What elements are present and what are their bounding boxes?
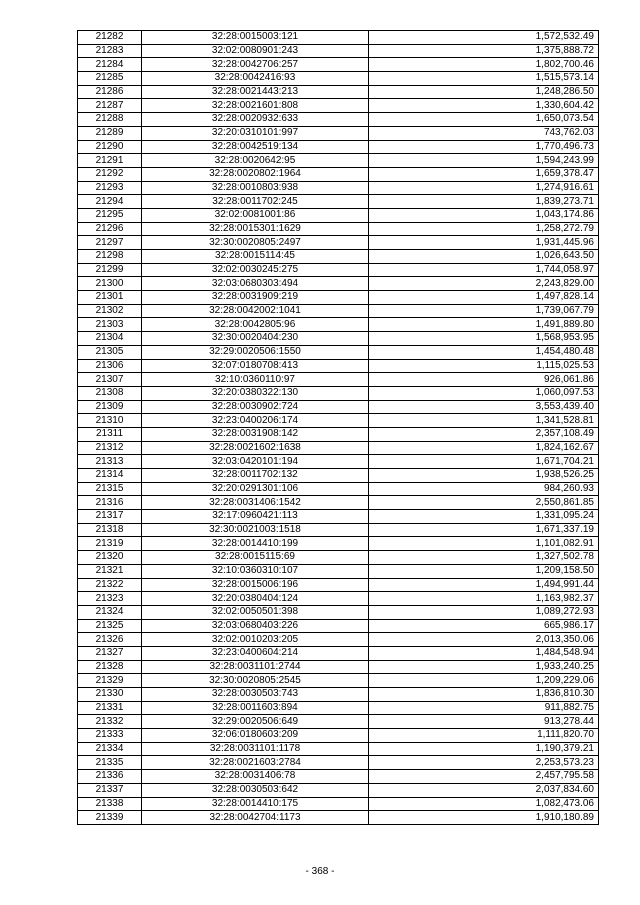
table-row <box>78 126 599 140</box>
row-id-cell: 21289 <box>78 126 142 140</box>
amount-cell: 1,274,916.61 <box>369 181 599 195</box>
amount-cell: 1,931,445.96 <box>369 236 599 250</box>
table-row <box>78 85 599 99</box>
row-id-cell: 21336 <box>78 770 142 784</box>
row-id-cell: 21307 <box>78 373 142 387</box>
row-id-cell: 21290 <box>78 140 142 154</box>
amount-cell: 1,341,528.81 <box>369 414 599 428</box>
amount-cell: 1,330,604.42 <box>369 99 599 113</box>
row-id-cell: 21334 <box>78 742 142 756</box>
row-id-cell: 21328 <box>78 660 142 674</box>
cadastral-number-cell: 32:03:0680303:494 <box>142 277 369 291</box>
row-id-cell: 21335 <box>78 756 142 770</box>
amount-cell: 1,101,082.91 <box>369 537 599 551</box>
cadastral-number-cell: 32:28:0042706:257 <box>142 58 369 72</box>
cadastral-number-cell: 32:20:0310101:997 <box>142 126 369 140</box>
amount-cell: 2,037,834.60 <box>369 783 599 797</box>
amount-cell: 1,089,272.93 <box>369 605 599 619</box>
cadastral-number-cell: 32:02:0010203:205 <box>142 633 369 647</box>
amount-cell: 1,454,480.48 <box>369 345 599 359</box>
table-row <box>78 277 599 291</box>
amount-cell: 1,043,174.86 <box>369 208 599 222</box>
cadastral-number-cell: 32:03:0420101:194 <box>142 455 369 469</box>
row-id-cell: 21310 <box>78 414 142 428</box>
row-id-cell: 21295 <box>78 208 142 222</box>
cadastral-number-cell: 32:28:0020802:1964 <box>142 167 369 181</box>
cadastral-number-cell: 32:29:0020506:1550 <box>142 345 369 359</box>
cadastral-number-cell: 32:28:0021601:808 <box>142 99 369 113</box>
amount-cell: 1,026,643.50 <box>369 250 599 264</box>
amount-cell: 984,260.93 <box>369 482 599 496</box>
table-row <box>78 688 599 702</box>
row-id-cell: 21325 <box>78 619 142 633</box>
row-id-cell: 21292 <box>78 167 142 181</box>
table-row <box>78 359 599 373</box>
row-id-cell: 21300 <box>78 277 142 291</box>
row-id-cell: 21308 <box>78 386 142 400</box>
amount-cell: 2,013,350.06 <box>369 633 599 647</box>
cadastral-number-cell: 32:28:0021443:213 <box>142 85 369 99</box>
cadastral-number-cell: 32:10:0360110:97 <box>142 373 369 387</box>
amount-cell: 1,671,704.21 <box>369 455 599 469</box>
table-row <box>78 510 599 524</box>
table-row <box>78 564 599 578</box>
cadastral-number-cell: 32:30:0020404:230 <box>142 332 369 346</box>
row-id-cell: 21337 <box>78 783 142 797</box>
amount-cell: 1,515,573.14 <box>369 72 599 86</box>
cadastral-number-cell: 32:28:0020932:633 <box>142 113 369 127</box>
row-id-cell: 21311 <box>78 427 142 441</box>
cadastral-number-cell: 32:23:0400604:214 <box>142 646 369 660</box>
row-id-cell: 21312 <box>78 441 142 455</box>
cadastral-number-cell: 32:28:0011702:245 <box>142 195 369 209</box>
row-id-cell: 21326 <box>78 633 142 647</box>
row-id-cell: 21324 <box>78 605 142 619</box>
amount-cell: 1,802,700.46 <box>369 58 599 72</box>
cadastral-number-cell: 32:30:0020805:2545 <box>142 674 369 688</box>
amount-cell: 2,357,108.49 <box>369 427 599 441</box>
cadastral-number-cell: 32:28:0015006:196 <box>142 578 369 592</box>
table-row <box>78 345 599 359</box>
cadastral-number-cell: 32:28:0042704:1173 <box>142 811 369 825</box>
table-row <box>78 427 599 441</box>
amount-cell: 1,494,991.44 <box>369 578 599 592</box>
cadastral-number-cell: 32:28:0015114:45 <box>142 250 369 264</box>
table-row <box>78 537 599 551</box>
amount-cell: 1,491,889.80 <box>369 318 599 332</box>
amount-cell: 2,243,829.00 <box>369 277 599 291</box>
cadastral-number-cell: 32:28:0030503:642 <box>142 783 369 797</box>
amount-cell: 2,457,795.58 <box>369 770 599 784</box>
cadastral-number-cell: 32:28:0014410:199 <box>142 537 369 551</box>
table-row <box>78 99 599 113</box>
row-id-cell: 21305 <box>78 345 142 359</box>
table-row <box>78 482 599 496</box>
row-id-cell: 21316 <box>78 496 142 510</box>
row-id-cell: 21296 <box>78 222 142 236</box>
cadastral-number-cell: 32:28:0031101:1178 <box>142 742 369 756</box>
amount-cell: 1,659,378.47 <box>369 167 599 181</box>
table-row <box>78 441 599 455</box>
row-id-cell: 21302 <box>78 304 142 318</box>
table-row <box>78 605 599 619</box>
amount-cell: 913,278.44 <box>369 715 599 729</box>
table-row <box>78 715 599 729</box>
row-id-cell: 21331 <box>78 701 142 715</box>
amount-cell: 1,484,548.94 <box>369 646 599 660</box>
amount-cell: 1,839,273.71 <box>369 195 599 209</box>
cadastral-number-cell: 32:28:0042805:96 <box>142 318 369 332</box>
row-id-cell: 21319 <box>78 537 142 551</box>
table-row <box>78 154 599 168</box>
amount-cell: 743,762.03 <box>369 126 599 140</box>
table-row <box>78 72 599 86</box>
row-id-cell: 21322 <box>78 578 142 592</box>
table-row <box>78 44 599 58</box>
table-row <box>78 770 599 784</box>
amount-cell: 1,671,337.19 <box>369 523 599 537</box>
cadastral-number-cell: 32:10:0360310:107 <box>142 564 369 578</box>
table-row <box>78 551 599 565</box>
amount-cell: 1,375,888.72 <box>369 44 599 58</box>
row-id-cell: 21286 <box>78 85 142 99</box>
cadastral-number-cell: 32:28:0031406:78 <box>142 770 369 784</box>
row-id-cell: 21293 <box>78 181 142 195</box>
cadastral-number-cell: 32:28:0011603:894 <box>142 701 369 715</box>
table-row <box>78 263 599 277</box>
row-id-cell: 21318 <box>78 523 142 537</box>
table-row <box>78 729 599 743</box>
amount-cell: 1,111,820.70 <box>369 729 599 743</box>
row-id-cell: 21332 <box>78 715 142 729</box>
amount-cell: 1,836,810.30 <box>369 688 599 702</box>
cadastral-number-cell: 32:02:0050501:398 <box>142 605 369 619</box>
cadastral-number-cell: 32:28:0015301:1629 <box>142 222 369 236</box>
table-row <box>78 222 599 236</box>
amount-cell: 1,933,240.25 <box>369 660 599 674</box>
table-row <box>78 318 599 332</box>
cadastral-number-cell: 32:20:0380404:124 <box>142 592 369 606</box>
cadastral-number-cell: 32:28:0020642:95 <box>142 154 369 168</box>
amount-cell: 1,209,229.06 <box>369 674 599 688</box>
row-id-cell: 21338 <box>78 797 142 811</box>
table-row <box>78 291 599 305</box>
cadastral-number-cell: 32:28:0030902:724 <box>142 400 369 414</box>
amount-cell: 1,163,982.37 <box>369 592 599 606</box>
table-row <box>78 469 599 483</box>
amount-cell: 1,258,272.79 <box>369 222 599 236</box>
row-id-cell: 21288 <box>78 113 142 127</box>
amount-cell: 1,497,828.14 <box>369 291 599 305</box>
table-row <box>78 400 599 414</box>
amount-cell: 1,060,097.53 <box>369 386 599 400</box>
amount-cell: 1,910,180.89 <box>369 811 599 825</box>
amount-cell: 1,770,496.73 <box>369 140 599 154</box>
amount-cell: 1,938,526.25 <box>369 469 599 483</box>
table-row <box>78 660 599 674</box>
table-row <box>78 181 599 195</box>
table-row <box>78 208 599 222</box>
cadastral-number-cell: 32:30:0020805:2497 <box>142 236 369 250</box>
cadastral-number-cell: 32:20:0380322:130 <box>142 386 369 400</box>
cadastral-number-cell: 32:28:0031101:2744 <box>142 660 369 674</box>
cadastral-number-cell: 32:28:0031909:219 <box>142 291 369 305</box>
table-row <box>78 414 599 428</box>
table-row <box>78 701 599 715</box>
table-row <box>78 742 599 756</box>
row-id-cell: 21285 <box>78 72 142 86</box>
table-row <box>78 646 599 660</box>
row-id-cell: 21297 <box>78 236 142 250</box>
cadastral-number-cell: 32:28:0031908:142 <box>142 427 369 441</box>
row-id-cell: 21287 <box>78 99 142 113</box>
row-id-cell: 21291 <box>78 154 142 168</box>
row-id-cell: 21294 <box>78 195 142 209</box>
table-body <box>78 31 599 825</box>
table-row <box>78 236 599 250</box>
table-row <box>78 674 599 688</box>
cadastral-number-cell: 32:28:0021603:2784 <box>142 756 369 770</box>
cadastral-number-cell: 32:02:0081001:86 <box>142 208 369 222</box>
row-id-cell: 21317 <box>78 510 142 524</box>
amount-cell: 1,568,953.95 <box>369 332 599 346</box>
cadastral-number-cell: 32:20:0291301:106 <box>142 482 369 496</box>
data-table <box>77 30 599 825</box>
row-id-cell: 21283 <box>78 44 142 58</box>
cadastral-number-cell: 32:17:0960421:113 <box>142 510 369 524</box>
row-id-cell: 21299 <box>78 263 142 277</box>
amount-cell: 1,331,095.24 <box>369 510 599 524</box>
amount-cell: 2,550,861.85 <box>369 496 599 510</box>
page-number: - 368 - <box>305 866 335 877</box>
table-row <box>78 373 599 387</box>
row-id-cell: 21321 <box>78 564 142 578</box>
row-id-cell: 21315 <box>78 482 142 496</box>
amount-cell: 1,594,243.99 <box>369 154 599 168</box>
table-row <box>78 250 599 264</box>
cadastral-number-cell: 32:28:0042002:1041 <box>142 304 369 318</box>
amount-cell: 1,744,058.97 <box>369 263 599 277</box>
table-row <box>78 797 599 811</box>
row-id-cell: 21323 <box>78 592 142 606</box>
cadastral-number-cell: 32:06:0180603:209 <box>142 729 369 743</box>
row-id-cell: 21303 <box>78 318 142 332</box>
table-row <box>78 496 599 510</box>
cadastral-number-cell: 32:28:0015003:121 <box>142 31 369 45</box>
row-id-cell: 21330 <box>78 688 142 702</box>
amount-cell: 3,553,439.40 <box>369 400 599 414</box>
row-id-cell: 21339 <box>78 811 142 825</box>
table-row <box>78 113 599 127</box>
table-row <box>78 332 599 346</box>
row-id-cell: 21304 <box>78 332 142 346</box>
amount-cell: 911,882.75 <box>369 701 599 715</box>
table-row <box>78 523 599 537</box>
amount-cell: 1,824,162.67 <box>369 441 599 455</box>
table-row <box>78 619 599 633</box>
cadastral-number-cell: 32:03:0680403:226 <box>142 619 369 633</box>
table-row <box>78 455 599 469</box>
cadastral-number-cell: 32:28:0011702:132 <box>142 469 369 483</box>
cadastral-number-cell: 32:02:0080901:243 <box>142 44 369 58</box>
row-id-cell: 21333 <box>78 729 142 743</box>
amount-cell: 1,248,286.50 <box>369 85 599 99</box>
amount-cell: 1,190,379.21 <box>369 742 599 756</box>
table-row <box>78 304 599 318</box>
cadastral-number-cell: 32:07:0180708:413 <box>142 359 369 373</box>
amount-cell: 2,253,573.23 <box>369 756 599 770</box>
cadastral-number-cell: 32:28:0015115:69 <box>142 551 369 565</box>
table-row <box>78 167 599 181</box>
amount-cell: 1,115,025.53 <box>369 359 599 373</box>
table-row <box>78 756 599 770</box>
cadastral-number-cell: 32:28:0031406:1542 <box>142 496 369 510</box>
amount-cell: 1,739,067.79 <box>369 304 599 318</box>
table-row <box>78 31 599 45</box>
cadastral-number-cell: 32:28:0042519:134 <box>142 140 369 154</box>
cadastral-number-cell: 32:28:0014410:175 <box>142 797 369 811</box>
cadastral-number-cell: 32:28:0010803:938 <box>142 181 369 195</box>
table-row <box>78 140 599 154</box>
table-row <box>78 578 599 592</box>
table-row <box>78 58 599 72</box>
row-id-cell: 21329 <box>78 674 142 688</box>
cadastral-number-cell: 32:28:0021602:1638 <box>142 441 369 455</box>
table-row <box>78 195 599 209</box>
row-id-cell: 21284 <box>78 58 142 72</box>
amount-cell: 1,209,158.50 <box>369 564 599 578</box>
cadastral-number-cell: 32:29:0020506:649 <box>142 715 369 729</box>
amount-cell: 1,327,502.78 <box>369 551 599 565</box>
row-id-cell: 21320 <box>78 551 142 565</box>
table-row <box>78 811 599 825</box>
amount-cell: 1,650,073.54 <box>369 113 599 127</box>
row-id-cell: 21298 <box>78 250 142 264</box>
table-row <box>78 633 599 647</box>
cadastral-number-cell: 32:02:0030245:275 <box>142 263 369 277</box>
row-id-cell: 21314 <box>78 469 142 483</box>
row-id-cell: 21282 <box>78 31 142 45</box>
table-row <box>78 386 599 400</box>
amount-cell: 1,572,532.49 <box>369 31 599 45</box>
amount-cell: 1,082,473.06 <box>369 797 599 811</box>
cadastral-number-cell: 32:28:0042416:93 <box>142 72 369 86</box>
row-id-cell: 21313 <box>78 455 142 469</box>
row-id-cell: 21306 <box>78 359 142 373</box>
cadastral-number-cell: 32:28:0030503:743 <box>142 688 369 702</box>
amount-cell: 926,061.86 <box>369 373 599 387</box>
amount-cell: 665,986.17 <box>369 619 599 633</box>
cadastral-number-cell: 32:23:0400206:174 <box>142 414 369 428</box>
row-id-cell: 21327 <box>78 646 142 660</box>
cadastral-number-cell: 32:30:0021003:1518 <box>142 523 369 537</box>
table-row <box>78 592 599 606</box>
row-id-cell: 21301 <box>78 291 142 305</box>
row-id-cell: 21309 <box>78 400 142 414</box>
table-row <box>78 783 599 797</box>
